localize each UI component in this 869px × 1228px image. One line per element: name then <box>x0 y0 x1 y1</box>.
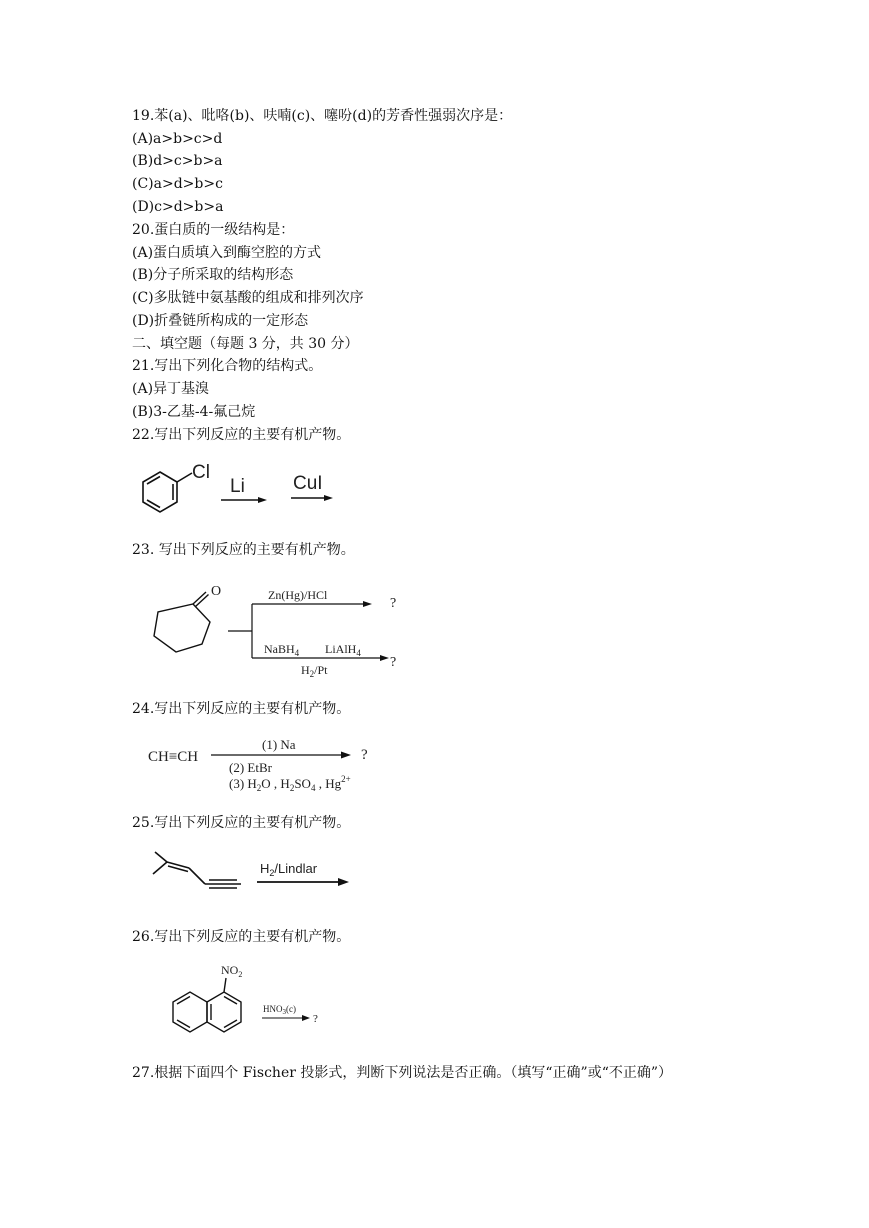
q26-reaction-scheme <box>168 962 338 1042</box>
carbonyl-oxygen: O <box>211 584 222 599</box>
q26-stem: 26.写出下列反应的主要有机产物。 <box>132 929 351 945</box>
q25-reagent: $H_2$/Lindlar <box>260 861 318 878</box>
q22-reaction-scheme <box>130 458 350 522</box>
section-heading: 二、填空题（每题 3 分，共 30 分） <box>132 336 359 352</box>
q24-step1: (1) Na <box>262 737 296 752</box>
q23-reagent-nabh4: NaBH$_4$ <box>264 642 300 658</box>
q23-reagent-h2pt: $H_2/Pt$ <box>301 663 328 679</box>
q27-stem: 27.根据下面四个 Fischer 投影式，判断下列说法是否正确。（填写“正确”或“不正确”） <box>132 1065 673 1081</box>
q24-step2: (2) EtBr <box>229 760 272 775</box>
q26-product: ? <box>313 1013 318 1025</box>
naphthalene-rings <box>173 978 241 1032</box>
acetylene-label: CH≡CH <box>148 749 199 765</box>
chlorine-label: Cl <box>192 462 210 483</box>
q26-reagent: $HNO_3(c)$ <box>263 1004 296 1016</box>
q24-product: ? <box>361 747 368 763</box>
q19-option-a: (A)a>b>c>d <box>132 131 223 147</box>
enyne-skeleton <box>153 852 241 888</box>
cyclohexanone-ring <box>154 592 210 652</box>
q22-stem: 22.写出下列反应的主要有机产物。 <box>132 427 351 443</box>
nitro-group-label: $NO_2$ <box>221 963 243 979</box>
q21-option-b: (B)3-乙基-4-氟己烷 <box>132 404 256 420</box>
q25-reaction-scheme <box>145 846 360 896</box>
q20-option-d: (D)折叠链所构成的一定形态 <box>132 313 309 329</box>
q23-top-product: ? <box>390 596 397 611</box>
benzene-ring <box>143 472 192 512</box>
q21-option-a: (A)异丁基溴 <box>132 381 210 397</box>
q19-stem: 19.苯(a)、吡咯(b)、呋喃(c)、噻吩(d)的芳香性强弱次序是： <box>132 108 513 124</box>
q20-stem: 20.蛋白质的一级结构是： <box>132 222 295 238</box>
q23-reagent-lialh4: LiAlH$_4$ <box>325 642 361 658</box>
q24-step3: (3) $H_2O$ , $H_2SO_4$ , $Hg^{2+}$ <box>229 774 351 793</box>
q22-reagent-li: Li <box>230 476 245 497</box>
q23-stem: 23. 写出下列反应的主要有机产物。 <box>132 542 355 558</box>
q19-option-c: (C)a>d>b>c <box>132 176 223 192</box>
q24-reaction-scheme <box>145 732 375 794</box>
q20-option-b: (B)分子所采取的结构形态 <box>132 267 294 283</box>
q19-option-b: (B)d>c>b>a <box>132 153 223 169</box>
q23-reaction-scheme <box>140 582 410 684</box>
q25-stem: 25.写出下列反应的主要有机产物。 <box>132 815 351 831</box>
q20-option-c: (C)多肽链中氨基酸的组成和排列次序 <box>132 290 364 306</box>
q19-option-d: (D)c>d>b>a <box>132 199 224 215</box>
q24-stem: 24.写出下列反应的主要有机产物。 <box>132 701 351 717</box>
q22-reagent-cui: CuI <box>293 473 323 494</box>
q20-option-a: (A)蛋白质填入到酶空腔的方式 <box>132 245 322 261</box>
q21-stem: 21.写出下列化合物的结构式。 <box>132 358 323 374</box>
q23-top-reagent: Zn(Hg)/HCl <box>268 588 328 602</box>
q23-bottom-product: ? <box>390 655 397 670</box>
